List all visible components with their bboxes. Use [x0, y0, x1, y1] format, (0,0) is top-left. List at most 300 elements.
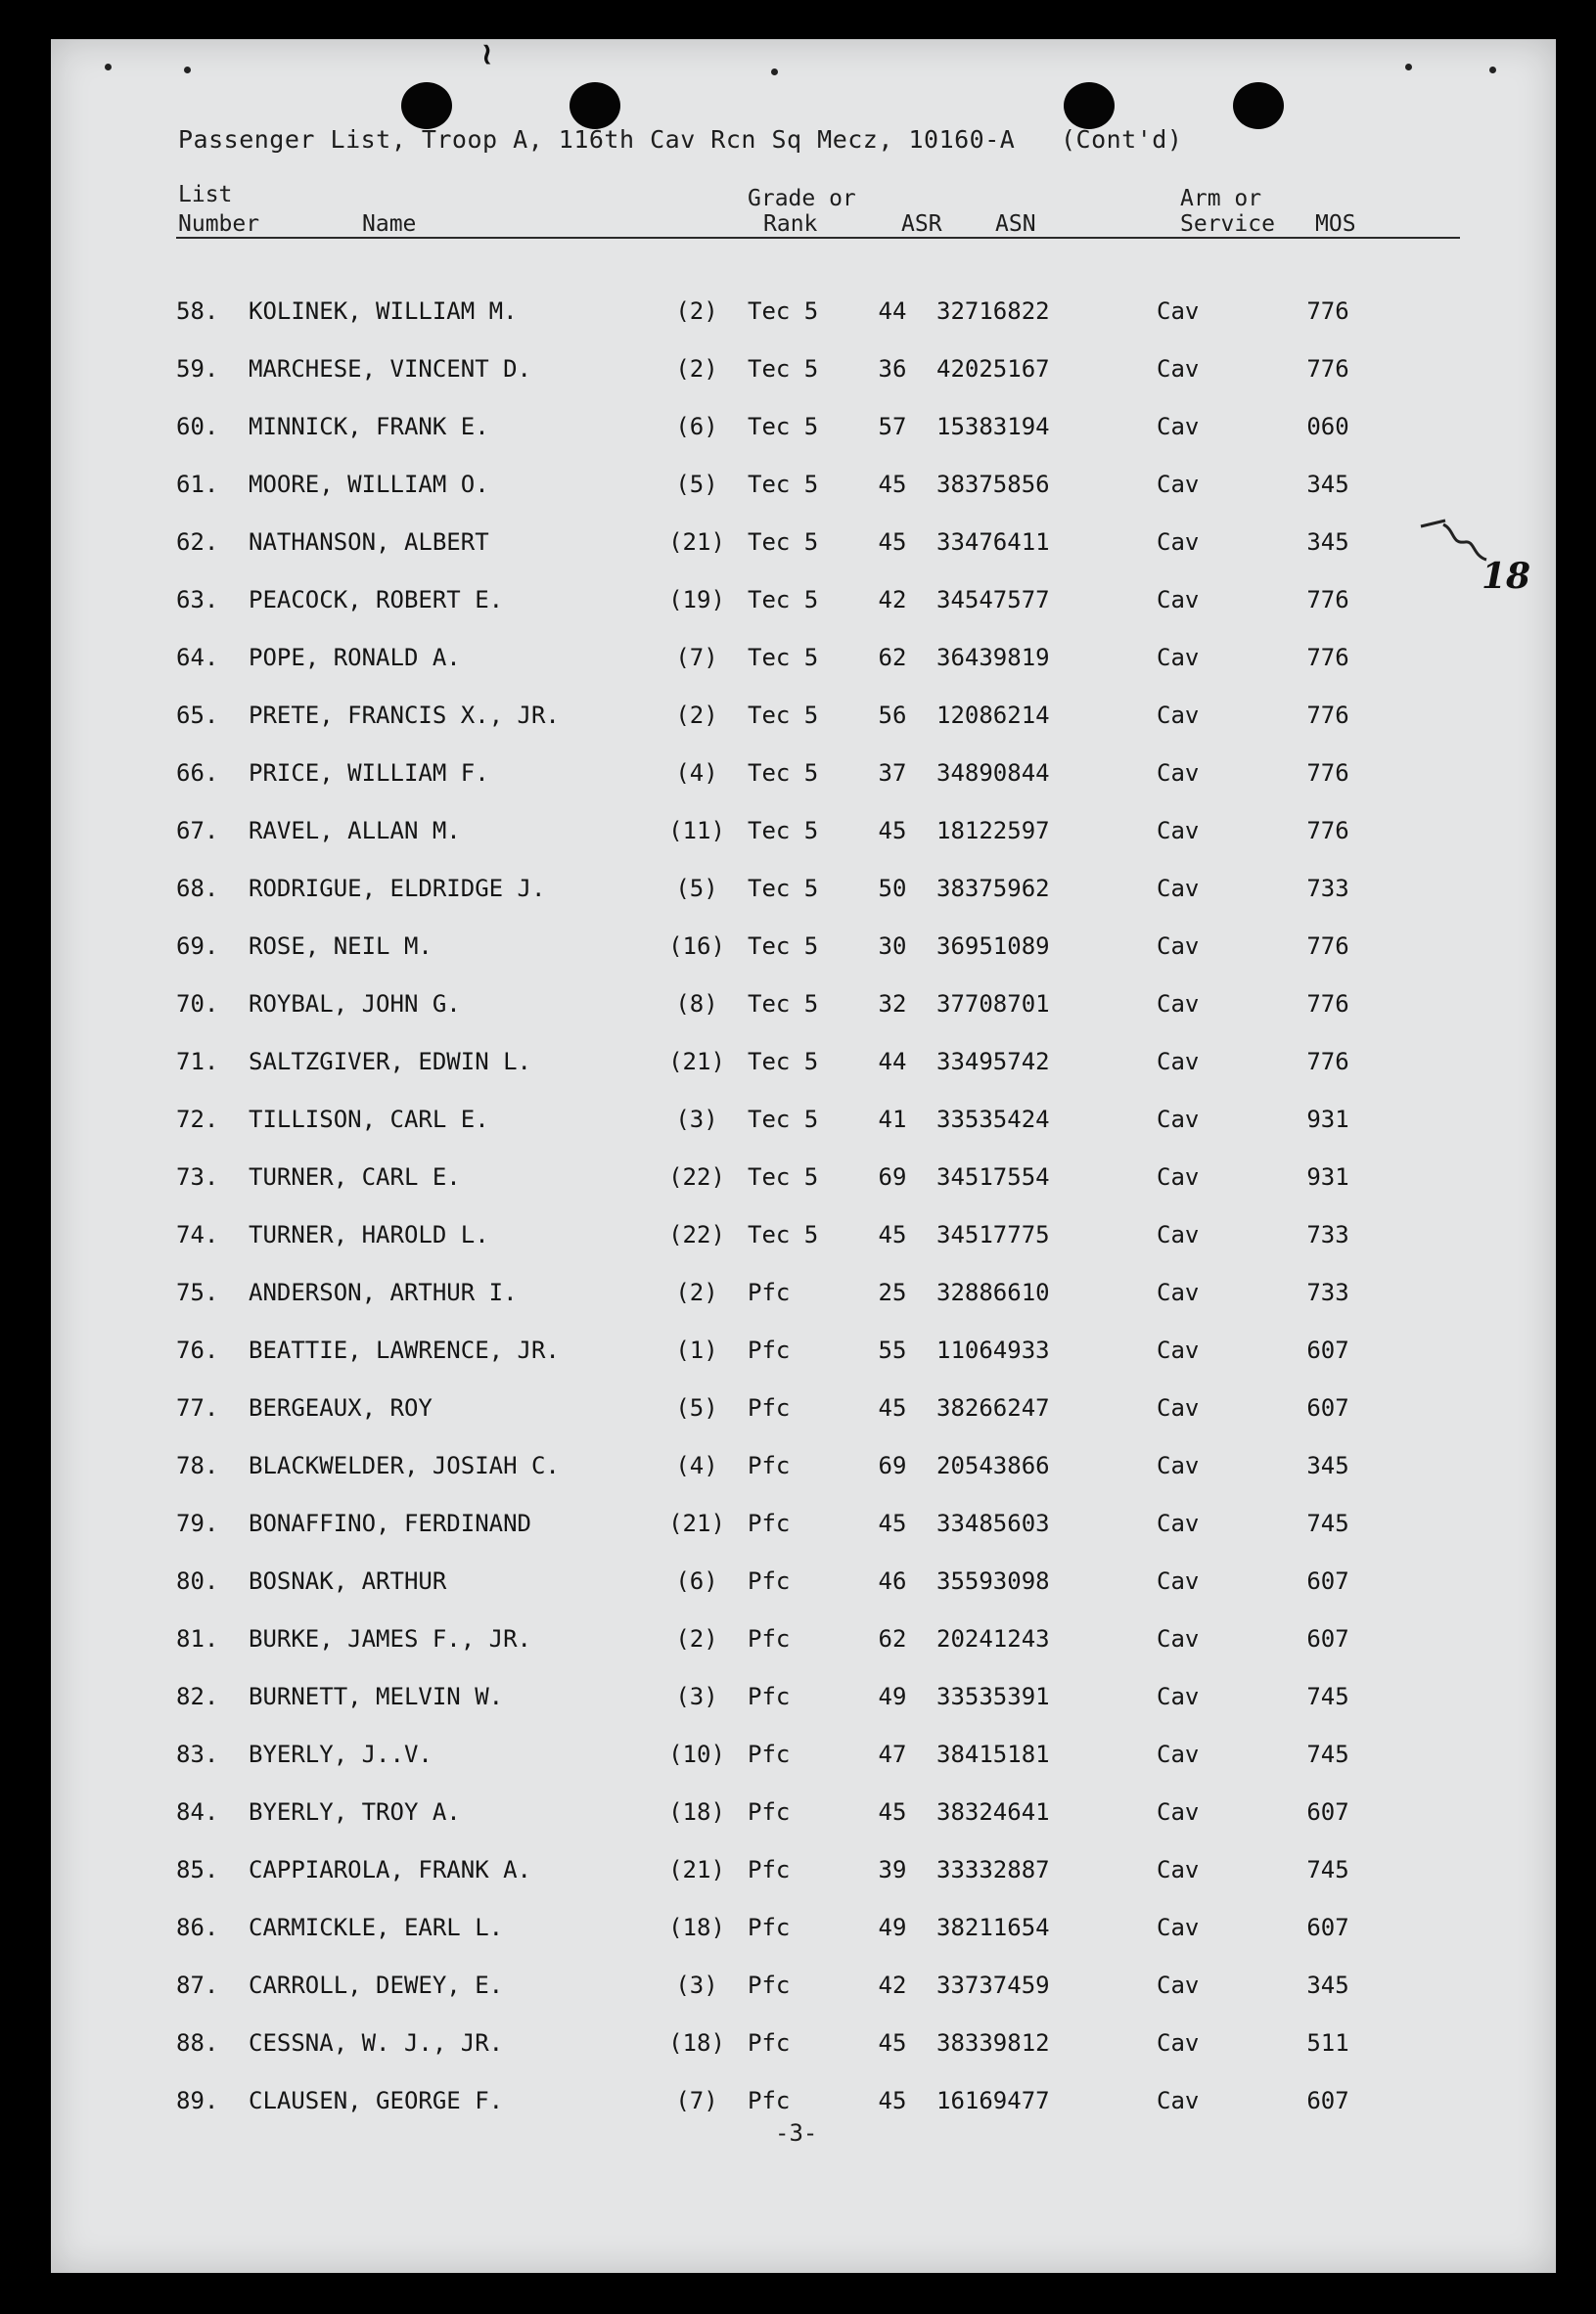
asr-score: 44: [878, 297, 907, 325]
table-row: [51, 1856, 1556, 1895]
passenger-name: TURNER, HAROLD L.: [249, 1221, 489, 1248]
asr-score: 62: [878, 644, 907, 671]
grade: Tec 5: [748, 644, 819, 671]
punch-hole: [1064, 82, 1115, 129]
row-number: 70.: [176, 990, 219, 1018]
arm-or-service: Cav: [1157, 644, 1200, 671]
passenger-name: ANDERSON, ARTHUR I.: [249, 1279, 518, 1306]
passenger-name: CESSNA, W. J., JR.: [249, 2029, 504, 2057]
row-number: 84.: [176, 1798, 219, 1826]
arm-or-service: Cav: [1157, 2087, 1200, 2114]
row-number: 65.: [176, 702, 219, 729]
army-serial-number: 34517775: [936, 1221, 1050, 1248]
row-number: 59.: [176, 355, 219, 383]
arm-or-service: Cav: [1157, 355, 1200, 383]
mos-code: 060: [1306, 413, 1349, 440]
table-row: [51, 1394, 1556, 1433]
arm-or-service: Cav: [1157, 1221, 1200, 1248]
table-row: [51, 1510, 1556, 1549]
grade: Tec 5: [748, 817, 819, 844]
arm-or-service: Cav: [1157, 875, 1200, 902]
row-number: 77.: [176, 1394, 219, 1422]
header-arm-or: Arm or: [1180, 186, 1262, 211]
passenger-name: BYERLY, TROY A.: [249, 1798, 461, 1826]
army-serial-number: 37708701: [936, 990, 1050, 1018]
grade: Tec 5: [748, 471, 819, 498]
passenger-name: CARMICKLE, EARL L.: [249, 1914, 504, 1941]
adjusted-rating: (3): [675, 1683, 718, 1710]
army-serial-number: 33476411: [936, 528, 1050, 556]
army-serial-number: 38339812: [936, 2029, 1050, 2057]
table-row: [51, 1452, 1556, 1491]
adjusted-rating: (4): [675, 759, 718, 787]
passenger-name: ROYBAL, JOHN G.: [249, 990, 461, 1018]
arm-or-service: Cav: [1157, 1048, 1200, 1075]
mos-code: 345: [1306, 1452, 1349, 1479]
adjusted-rating: (19): [668, 586, 725, 613]
row-number: 68.: [176, 875, 219, 902]
row-number: 60.: [176, 413, 219, 440]
mos-code: 745: [1306, 1510, 1349, 1537]
asr-score: 25: [878, 1279, 907, 1306]
table-row: [51, 1683, 1556, 1722]
asr-score: 41: [878, 1106, 907, 1133]
passenger-name: CAPPIAROLA, FRANK A.: [249, 1856, 531, 1883]
arm-or-service: Cav: [1157, 1163, 1200, 1191]
table-row: [51, 1221, 1556, 1260]
row-number: 83.: [176, 1741, 219, 1768]
row-number: 87.: [176, 1972, 219, 1999]
arm-or-service: Cav: [1157, 1625, 1200, 1653]
asr-score: 45: [878, 817, 907, 844]
arm-or-service: Cav: [1157, 817, 1200, 844]
adjusted-rating: (3): [675, 1106, 718, 1133]
mos-code: 776: [1306, 644, 1349, 671]
asr-score: 45: [878, 528, 907, 556]
mos-code: 776: [1306, 932, 1349, 960]
row-number: 75.: [176, 1279, 219, 1306]
mos-code: 607: [1306, 1625, 1349, 1653]
passenger-name: ROSE, NEIL M.: [249, 932, 433, 960]
passenger-name: CLAUSEN, GEORGE F.: [249, 2087, 504, 2114]
asr-score: 45: [878, 471, 907, 498]
grade: Tec 5: [748, 355, 819, 383]
header-mos: MOS: [1315, 211, 1356, 237]
mos-code: 607: [1306, 1567, 1349, 1595]
army-serial-number: 38324641: [936, 1798, 1050, 1826]
table-row: [51, 1163, 1556, 1202]
arm-or-service: Cav: [1157, 1741, 1200, 1768]
army-serial-number: 34890844: [936, 759, 1050, 787]
arm-or-service: Cav: [1157, 528, 1200, 556]
grade: Tec 5: [748, 413, 819, 440]
army-serial-number: 34547577: [936, 586, 1050, 613]
adjusted-rating: (18): [668, 1914, 725, 1941]
passenger-name: SALTZGIVER, EDWIN L.: [249, 1048, 531, 1075]
document-title: Passenger List, Troop A, 116th Cav Rcn Sq Mecz, 10160-A (Cont'd): [178, 125, 1183, 154]
asr-score: 55: [878, 1337, 907, 1364]
army-serial-number: 11064933: [936, 1337, 1050, 1364]
army-serial-number: 16169477: [936, 2087, 1050, 2114]
row-number: 89.: [176, 2087, 219, 2114]
army-serial-number: 15383194: [936, 413, 1050, 440]
adjusted-rating: (4): [675, 1452, 718, 1479]
grade: Pfc: [748, 1510, 791, 1537]
asr-score: 42: [878, 586, 907, 613]
row-number: 62.: [176, 528, 219, 556]
grade: Pfc: [748, 1337, 791, 1364]
grade: Pfc: [748, 1972, 791, 1999]
arm-or-service: Cav: [1157, 1106, 1200, 1133]
header-rule: [176, 237, 1460, 239]
table-row: [51, 1914, 1556, 1953]
speck: [771, 68, 778, 75]
header-rank: Rank: [763, 211, 818, 237]
row-number: 63.: [176, 586, 219, 613]
grade: Tec 5: [748, 1048, 819, 1075]
row-number: 86.: [176, 1914, 219, 1941]
table-row: [51, 528, 1556, 567]
army-serial-number: 12086214: [936, 702, 1050, 729]
grade: Pfc: [748, 2029, 791, 2057]
adjusted-rating: (2): [675, 1279, 718, 1306]
mos-code: 345: [1306, 471, 1349, 498]
row-number: 78.: [176, 1452, 219, 1479]
grade: Tec 5: [748, 586, 819, 613]
header-list: List: [178, 182, 233, 207]
asr-score: 46: [878, 1567, 907, 1595]
row-number: 67.: [176, 817, 219, 844]
arm-or-service: Cav: [1157, 1452, 1200, 1479]
arm-or-service: Cav: [1157, 297, 1200, 325]
arm-or-service: Cav: [1157, 1856, 1200, 1883]
asr-score: 30: [878, 932, 907, 960]
army-serial-number: 38415181: [936, 1741, 1050, 1768]
asr-score: 32: [878, 990, 907, 1018]
asr-score: 45: [878, 1394, 907, 1422]
passenger-name: BERGEAUX, ROY: [249, 1394, 433, 1422]
army-serial-number: 38375962: [936, 875, 1050, 902]
grade: Tec 5: [748, 297, 819, 325]
asr-score: 45: [878, 1510, 907, 1537]
table-row: [51, 644, 1556, 683]
grade: Pfc: [748, 1625, 791, 1653]
mos-code: 733: [1306, 875, 1349, 902]
table-row: [51, 875, 1556, 914]
mos-code: 745: [1306, 1856, 1349, 1883]
grade: Tec 5: [748, 875, 819, 902]
row-number: 64.: [176, 644, 219, 671]
punch-hole: [1233, 82, 1284, 129]
table-row: [51, 297, 1556, 337]
arm-or-service: Cav: [1157, 1914, 1200, 1941]
adjusted-rating: (21): [668, 528, 725, 556]
header-asr: ASR: [901, 211, 942, 237]
adjusted-rating: (5): [675, 875, 718, 902]
row-number: 66.: [176, 759, 219, 787]
adjusted-rating: (21): [668, 1856, 725, 1883]
adjusted-rating: (21): [668, 1510, 725, 1537]
asr-score: 56: [878, 702, 907, 729]
row-number: 58.: [176, 297, 219, 325]
arm-or-service: Cav: [1157, 2029, 1200, 2057]
table-row: [51, 1625, 1556, 1664]
row-number: 74.: [176, 1221, 219, 1248]
army-serial-number: 38375856: [936, 471, 1050, 498]
header-name: Name: [362, 211, 417, 237]
asr-score: 45: [878, 1798, 907, 1826]
adjusted-rating: (1): [675, 1337, 718, 1364]
adjusted-rating: (16): [668, 932, 725, 960]
table-row: [51, 413, 1556, 452]
adjusted-rating: (10): [668, 1741, 725, 1768]
army-serial-number: 20543866: [936, 1452, 1050, 1479]
mos-code: 607: [1306, 2087, 1349, 2114]
army-serial-number: 36439819: [936, 644, 1050, 671]
arm-or-service: Cav: [1157, 1798, 1200, 1826]
grade: Pfc: [748, 1452, 791, 1479]
speck: [184, 67, 191, 73]
passenger-name: POPE, RONALD A.: [249, 644, 461, 671]
table-row: [51, 1741, 1556, 1780]
passenger-name: BURNETT, MELVIN W.: [249, 1683, 504, 1710]
mos-code: 776: [1306, 1048, 1349, 1075]
asr-score: 49: [878, 1683, 907, 1710]
table-row: [51, 1048, 1556, 1087]
passenger-name: PRETE, FRANCIS X., JR.: [249, 702, 560, 729]
table-row: [51, 1567, 1556, 1607]
adjusted-rating: (7): [675, 2087, 718, 2114]
mos-code: 776: [1306, 355, 1349, 383]
adjusted-rating: (22): [668, 1163, 725, 1191]
asr-score: 44: [878, 1048, 907, 1075]
punch-hole: [570, 82, 620, 129]
mos-code: 776: [1306, 759, 1349, 787]
army-serial-number: 33485603: [936, 1510, 1050, 1537]
margin-note: 18: [1482, 556, 1531, 597]
army-serial-number: 33332887: [936, 1856, 1050, 1883]
arm-or-service: Cav: [1157, 990, 1200, 1018]
arm-or-service: Cav: [1157, 471, 1200, 498]
grade: Tec 5: [748, 702, 819, 729]
mos-code: 733: [1306, 1279, 1349, 1306]
asr-score: 57: [878, 413, 907, 440]
mos-code: 776: [1306, 990, 1349, 1018]
adjusted-rating: (2): [675, 702, 718, 729]
row-number: 73.: [176, 1163, 219, 1191]
arm-or-service: Cav: [1157, 1972, 1200, 1999]
grade: Pfc: [748, 2087, 791, 2114]
row-number: 88.: [176, 2029, 219, 2057]
asr-score: 49: [878, 1914, 907, 1941]
passenger-name: BLACKWELDER, JOSIAH C.: [249, 1452, 560, 1479]
arm-or-service: Cav: [1157, 1394, 1200, 1422]
asr-score: 45: [878, 1221, 907, 1248]
asr-score: 50: [878, 875, 907, 902]
table-row: [51, 2029, 1556, 2068]
grade: Pfc: [748, 1683, 791, 1710]
adjusted-rating: (6): [675, 1567, 718, 1595]
speck: [1405, 64, 1412, 70]
adjusted-rating: (18): [668, 2029, 725, 2057]
table-row: [51, 471, 1556, 510]
army-serial-number: 34517554: [936, 1163, 1050, 1191]
passenger-name: BURKE, JAMES F., JR.: [249, 1625, 531, 1653]
header-service: Service: [1180, 211, 1275, 237]
row-number: 61.: [176, 471, 219, 498]
army-serial-number: 36951089: [936, 932, 1050, 960]
passenger-name: BYERLY, J..V.: [249, 1741, 433, 1768]
header-asn: ASN: [995, 211, 1036, 237]
speck: [1489, 67, 1496, 73]
row-number: 76.: [176, 1337, 219, 1364]
army-serial-number: 33737459: [936, 1972, 1050, 1999]
army-serial-number: 33535424: [936, 1106, 1050, 1133]
table-row: [51, 817, 1556, 856]
passenger-name: BOSNAK, ARTHUR: [249, 1567, 447, 1595]
table-row: [51, 702, 1556, 741]
arm-or-service: Cav: [1157, 1567, 1200, 1595]
passenger-name: NATHANSON, ALBERT: [249, 528, 489, 556]
adjusted-rating: (7): [675, 644, 718, 671]
passenger-name: RAVEL, ALLAN M.: [249, 817, 461, 844]
grade: Tec 5: [748, 932, 819, 960]
passenger-name: KOLINEK, WILLIAM M.: [249, 297, 518, 325]
mos-code: 733: [1306, 1221, 1349, 1248]
passenger-name: RODRIGUE, ELDRIDGE J.: [249, 875, 546, 902]
arm-or-service: Cav: [1157, 1683, 1200, 1710]
grade: Pfc: [748, 1279, 791, 1306]
army-serial-number: 20241243: [936, 1625, 1050, 1653]
mos-code: 776: [1306, 702, 1349, 729]
arm-or-service: Cav: [1157, 1337, 1200, 1364]
table-row: [51, 1106, 1556, 1145]
adjusted-rating: (18): [668, 1798, 725, 1826]
mos-code: 607: [1306, 1798, 1349, 1826]
grade: Pfc: [748, 1856, 791, 1883]
arm-or-service: Cav: [1157, 759, 1200, 787]
adjusted-rating: (6): [675, 413, 718, 440]
torn-corner-mark: ≀: [481, 37, 493, 71]
mos-code: 776: [1306, 297, 1349, 325]
speck: [105, 64, 112, 70]
punch-hole: [401, 82, 452, 129]
mos-code: 745: [1306, 1683, 1349, 1710]
arm-or-service: Cav: [1157, 702, 1200, 729]
asr-score: 42: [878, 1972, 907, 1999]
grade: Pfc: [748, 1914, 791, 1941]
mos-code: 776: [1306, 586, 1349, 613]
asr-score: 45: [878, 2087, 907, 2114]
row-number: 81.: [176, 1625, 219, 1653]
table-row: [51, 1337, 1556, 1376]
table-row: [51, 990, 1556, 1029]
mos-code: 345: [1306, 528, 1349, 556]
table-row: [51, 1972, 1556, 2011]
grade: Tec 5: [748, 1221, 819, 1248]
army-serial-number: 35593098: [936, 1567, 1050, 1595]
asr-score: 39: [878, 1856, 907, 1883]
passenger-name: BEATTIE, LAWRENCE, JR.: [249, 1337, 560, 1364]
table-row: [51, 1279, 1556, 1318]
row-number: 79.: [176, 1510, 219, 1537]
army-serial-number: 38211654: [936, 1914, 1050, 1941]
passenger-name: PRICE, WILLIAM F.: [249, 759, 489, 787]
table-row: [51, 759, 1556, 798]
passenger-name: PEACOCK, ROBERT E.: [249, 586, 504, 613]
page-number: -3-: [775, 2119, 818, 2147]
row-number: 69.: [176, 932, 219, 960]
row-number: 71.: [176, 1048, 219, 1075]
adjusted-rating: (5): [675, 1394, 718, 1422]
asr-score: 36: [878, 355, 907, 383]
grade: Tec 5: [748, 759, 819, 787]
table-row: [51, 1798, 1556, 1838]
army-serial-number: 32716822: [936, 297, 1050, 325]
table-row: [51, 355, 1556, 394]
asr-score: 45: [878, 2029, 907, 2057]
arm-or-service: Cav: [1157, 932, 1200, 960]
army-serial-number: 33535391: [936, 1683, 1050, 1710]
passenger-name: MOORE, WILLIAM O.: [249, 471, 489, 498]
army-serial-number: 18122597: [936, 817, 1050, 844]
mos-code: 745: [1306, 1741, 1349, 1768]
asr-score: 69: [878, 1452, 907, 1479]
arm-or-service: Cav: [1157, 1279, 1200, 1306]
row-number: 80.: [176, 1567, 219, 1595]
grade: Tec 5: [748, 1106, 819, 1133]
mos-code: 931: [1306, 1106, 1349, 1133]
table-row: [51, 932, 1556, 972]
mos-code: 776: [1306, 817, 1349, 844]
passenger-name: BONAFFINO, FERDINAND: [249, 1510, 531, 1537]
grade: Tec 5: [748, 1163, 819, 1191]
adjusted-rating: (22): [668, 1221, 725, 1248]
table-row: [51, 586, 1556, 625]
passenger-name: TILLISON, CARL E.: [249, 1106, 489, 1133]
passenger-name: MARCHESE, VINCENT D.: [249, 355, 531, 383]
passenger-name: TURNER, CARL E.: [249, 1163, 461, 1191]
adjusted-rating: (21): [668, 1048, 725, 1075]
asr-score: 47: [878, 1741, 907, 1768]
army-serial-number: 33495742: [936, 1048, 1050, 1075]
mos-code: 607: [1306, 1394, 1349, 1422]
header-number: Number: [178, 211, 260, 237]
grade: Pfc: [748, 1567, 791, 1595]
mos-code: 931: [1306, 1163, 1349, 1191]
mos-code: 345: [1306, 1972, 1349, 1999]
passenger-name: CARROLL, DEWEY, E.: [249, 1972, 504, 1999]
passenger-name: MINNICK, FRANK E.: [249, 413, 489, 440]
army-serial-number: 38266247: [936, 1394, 1050, 1422]
arm-or-service: Cav: [1157, 586, 1200, 613]
army-serial-number: 42025167: [936, 355, 1050, 383]
adjusted-rating: (5): [675, 471, 718, 498]
adjusted-rating: (2): [675, 297, 718, 325]
header-grade-or: Grade or: [748, 186, 856, 211]
asr-score: 62: [878, 1625, 907, 1653]
row-number: 82.: [176, 1683, 219, 1710]
grade: Tec 5: [748, 990, 819, 1018]
adjusted-rating: (11): [668, 817, 725, 844]
arm-or-service: Cav: [1157, 413, 1200, 440]
adjusted-rating: (2): [675, 1625, 718, 1653]
adjusted-rating: (3): [675, 1972, 718, 1999]
grade: Pfc: [748, 1394, 791, 1422]
army-serial-number: 32886610: [936, 1279, 1050, 1306]
row-number: 85.: [176, 1856, 219, 1883]
mos-code: 607: [1306, 1914, 1349, 1941]
